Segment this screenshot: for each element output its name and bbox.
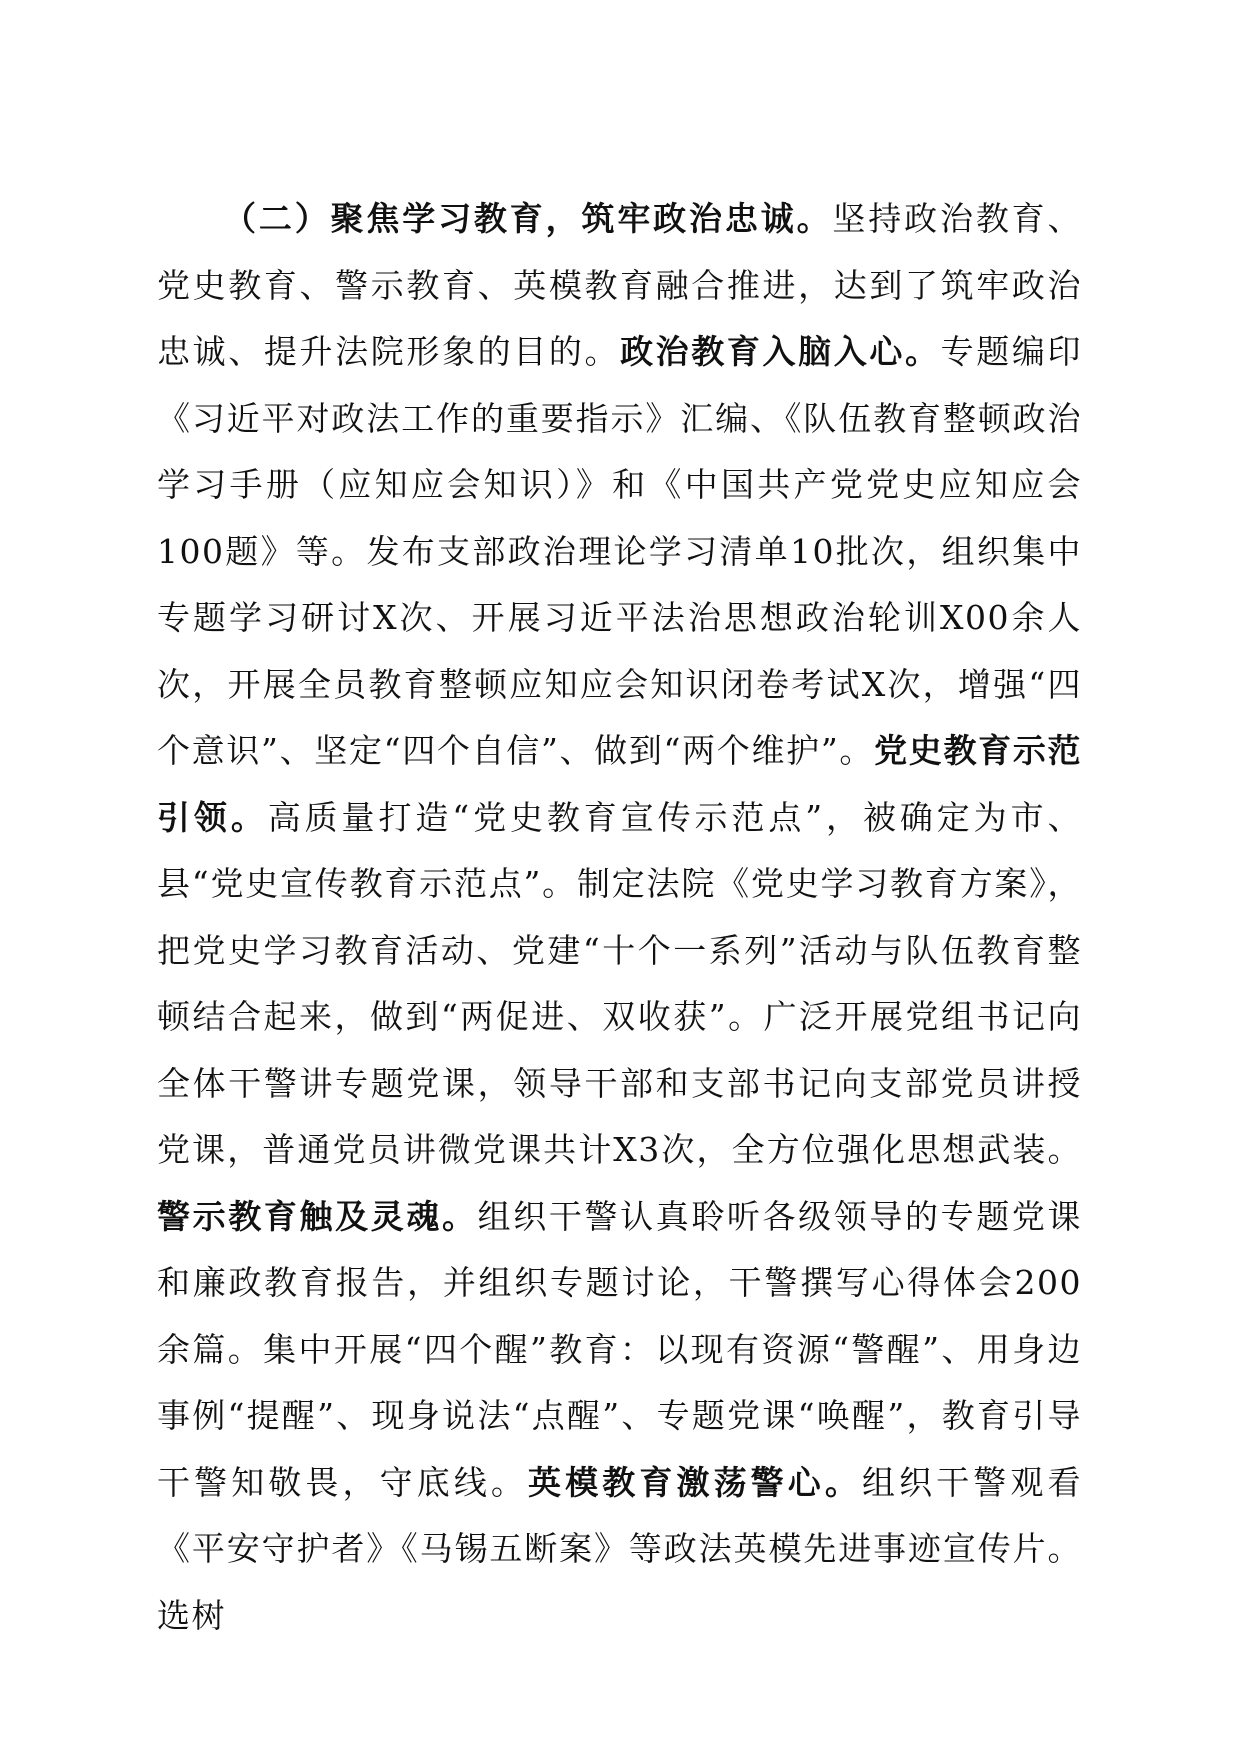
intro-text: 坚持政治教育、党史教育、警示教育、英模教育融合推进，达到了筑牢政治忠诚、提升法院形象的目的。 xyxy=(157,199,1083,371)
section-heading: （二）聚焦学习教育，筑牢政治忠诚。 xyxy=(223,199,833,238)
political-education-heading: 政治教育入脑入心。 xyxy=(620,332,941,371)
paragraph xyxy=(157,186,1082,1649)
party-history-heading: 党史教育示范引领。 xyxy=(157,731,1082,837)
warning-education-text: 组织干警认真聆听各级领导的专题党课和廉政教育报告，并组织专题讨论，干警撰写心得体会200余篇。集中开展“四个醒”教育：以现有资源“警醒”、用身边事例“提醒”、现身说法“点醒”、专题党课“唤醒”，教育引导干警知敬畏，守底线。 xyxy=(157,1196,1083,1502)
hero-education-heading: 英模教育激荡警心。 xyxy=(528,1462,862,1502)
hero-education-text: 组织干警观看《平安守护者》《马锡五断案》等政法英模先进事迹宣传片。选树 xyxy=(157,1462,1083,1635)
document-body xyxy=(157,186,1082,1649)
party-history-text: 高质量打造“党史教育宣传示范点”，被确定为市、县“党史宣传教育示范点”。制定法院《党史学习教育方案》，把党史学习教育活动、党建“十个一系列”活动与队伍教育整顿结合起来，做到“两促进、双收获”。广泛开展党组书记向全体干警讲专题党课，领导干部和支部书记向支部党员讲授党课，普通党员讲微党课共计X3次，全方位强化思想武装。 xyxy=(157,797,1082,1169)
warning-education-heading: 警示教育触及灵魂。 xyxy=(157,1196,478,1236)
political-education-text: 专题编印《习近平对政法工作的重要指示》汇编、《队伍教育整顿政治学习手册（应知应会知识）》和《中国共产党党史应知应会100题》等。发布支部政治理论学习清单10批次，组织集中专题学习研讨X次、开展习近平法治思想政治轮训X00余人次，开展全员教育整顿应知应会知识闭卷考试X次，增强“四个意识”、坚定“四个自信”、做到“两个维护”。 xyxy=(157,332,1083,770)
